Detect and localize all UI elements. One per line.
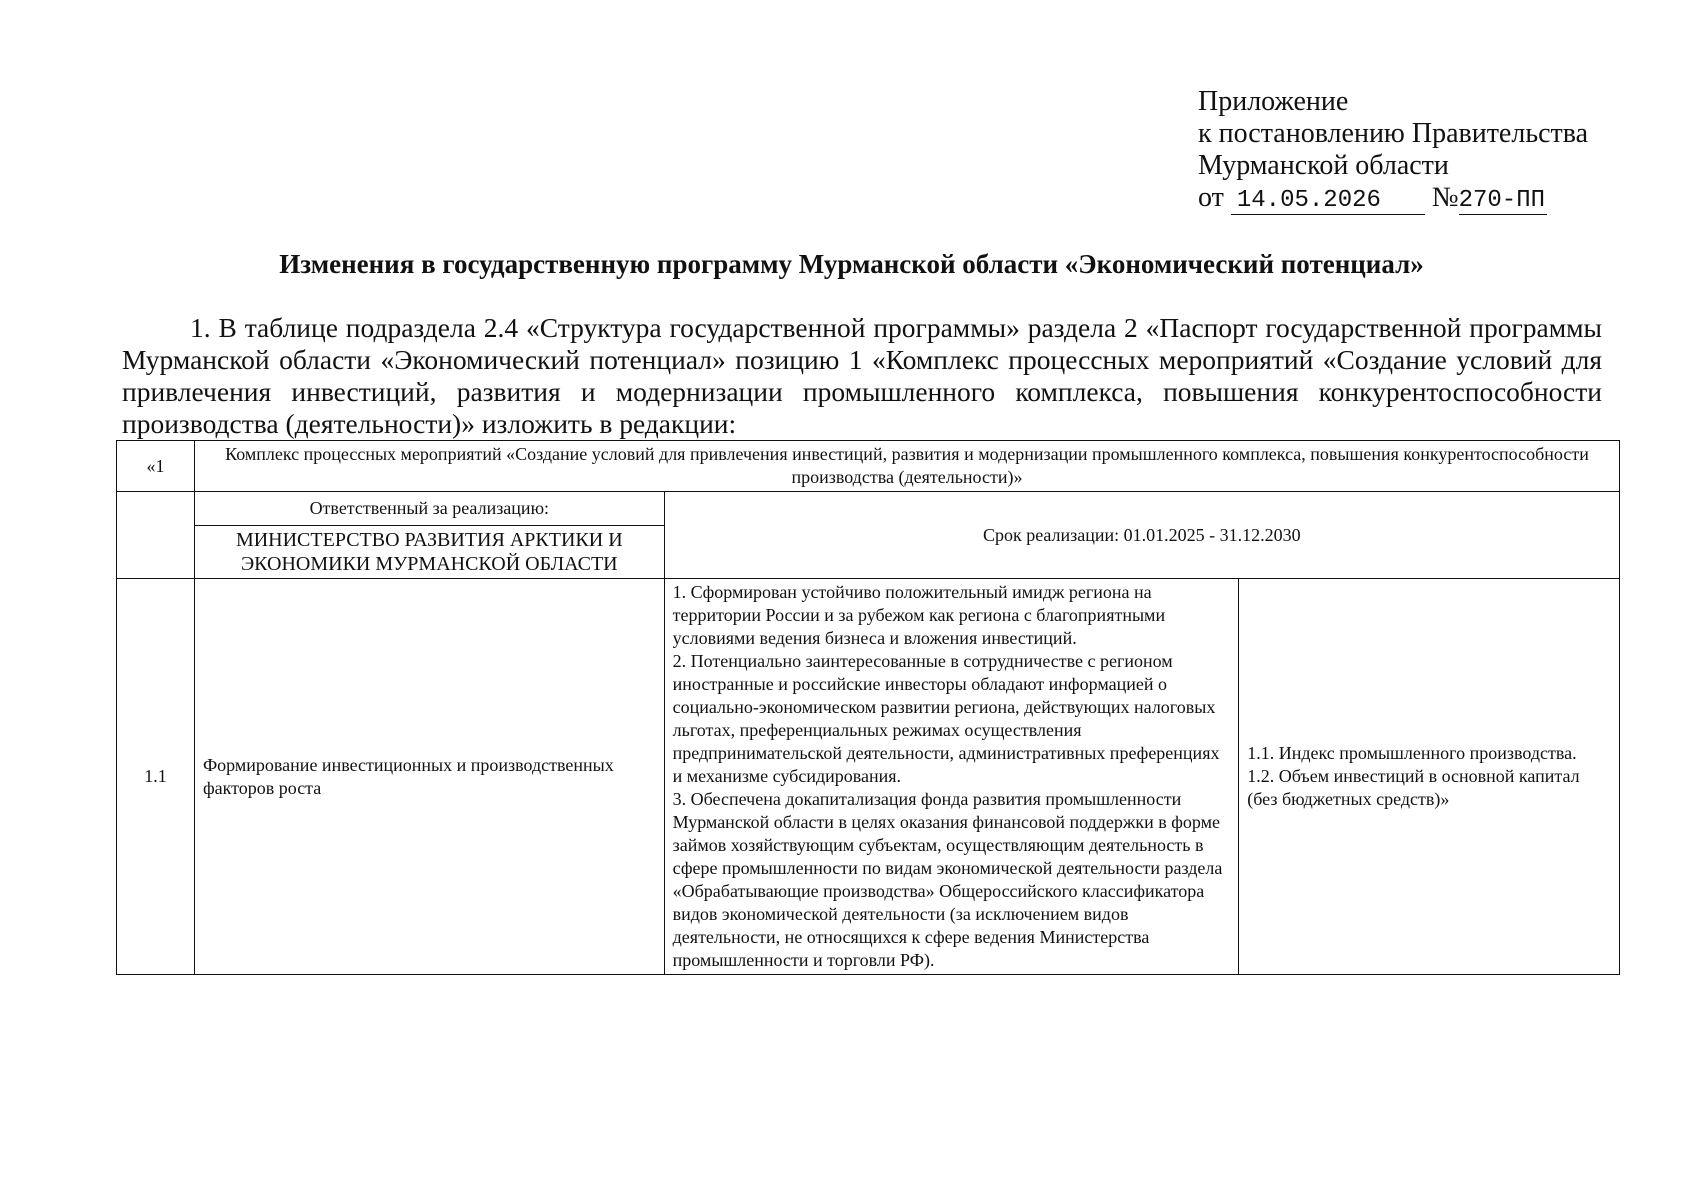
body-paragraph: 1. В таблице подраздела 2.4 «Структура государственной программы» раздела 2 «Паспорт государственной программы Мурманской области «Экономический потенциал» позицию 1 «Комплекс процессных мероприятий «Создание условий для привлечения инвестиций, развития и модернизации промышленного комплекса, повышения конкурентоспособности производства (деятельности)» изложить в редакции: [122,312,1602,439]
indicator-item: 1.1. Индекс промышленного производства. [1247,743,1577,763]
program-structure-table [116,440,1620,975]
resolution-date: 14.05.2026 [1231,188,1425,215]
row-number: «1 [117,441,195,492]
expected-results [664,579,1239,975]
task-name: Формирование инвестиционных и производственных факторов роста [194,579,664,975]
appendix-label: Приложение [1198,86,1349,117]
row-number: 1.1 [117,579,195,975]
document-title: Изменения в государственную программу Мурманской области «Экономический потенциал» [279,249,1424,279]
date-prefix: от [1198,182,1224,213]
complex-title: Комплекс процессных мероприятий «Создание условий для привлечения инвестиций, развития и модернизации промышленного комплекса, повышения конкурентоспособности производства (деятельности)» [194,441,1619,492]
indicator-item: 1.2. Объем инвестиций в основной капитал (без бюджетных средств)» [1247,766,1580,809]
responsible-organization: МИНИСТЕРСТВО РАЗВИТИЯ АРКТИКИ И ЭКОНОМИКИ МУРМАНСКОЙ ОБЛАСТИ [194,526,664,579]
resolution-number: 270-ПП [1458,187,1546,214]
result-item: 1. Сформирован устойчиво положительный имидж региона на территории России и за рубежом как региона с благоприятными условиями ведения бизнеса и вложения инвестиций. [672,582,1166,648]
table-row [117,579,1620,975]
result-item: 3. Обеспечена докапитализация фонда развития промышленности Мурманской области в целях оказания финансовой поддержки в форме займов хозяйствующим субъектам, осуществляющим деятельность в сфере промышленности по видам экономической деятельности раздела «Обрабатывающие производства» Общероссийского классификатора видов экономической деятельности (за исключением видов деятельности, не относящихся к сфере ведения Министерства промышленности и торговли РФ). [672,789,1223,970]
indicators [1239,579,1620,975]
result-item: 2. Потенциально заинтересованные в сотрудничестве с регионом иностранные и российские инвесторы обладают информацией о социально-экономическом развитии региона, действующих налоговых льготах, преференциальных режимах осуществления предпринимательской деятельности, административных преференциях и механизме субсидирования. [672,651,1220,786]
empty-cell [117,492,195,579]
table-row [117,441,1620,492]
appendix-header [1198,86,1668,215]
appendix-date-line [1198,182,1668,215]
table-row [117,492,1620,526]
appendix-region: Мурманской области [1198,150,1449,181]
number-prefix: № [1431,182,1459,213]
implementation-term: Срок реализации: 01.01.2025 - 31.12.2030 [664,492,1619,579]
appendix-resolution: к постановлению Правительства [1198,118,1589,149]
responsible-label: Ответственный за реализацию: [194,492,664,526]
